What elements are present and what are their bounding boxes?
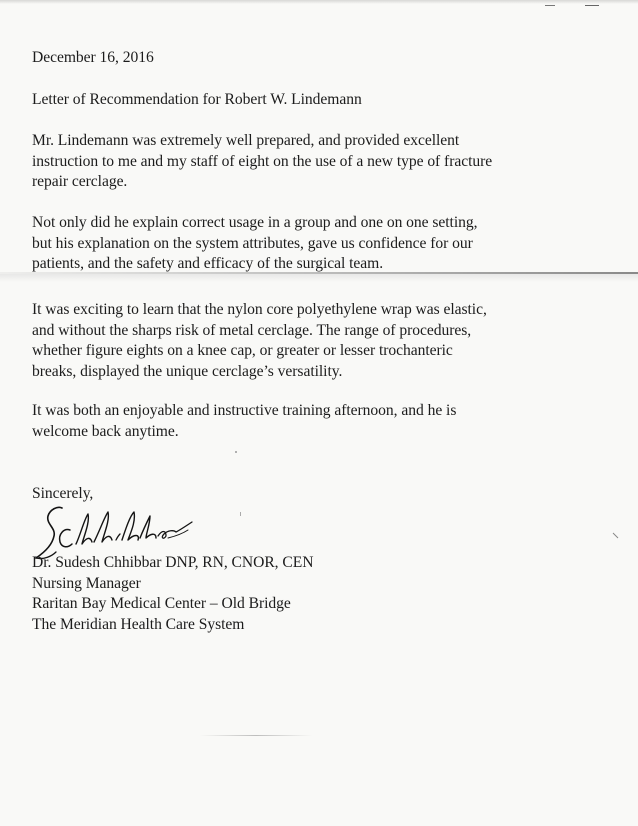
paragraph-line: It was exciting to learn that the nylon core polyethylene wrap was elastic, (32, 301, 487, 318)
scan-fold-shadow (0, 274, 638, 282)
signature-block (32, 553, 313, 635)
paragraph-line: Not only did he explain correct usage in a group and one on one setting, (32, 214, 478, 231)
paragraph-2 (32, 213, 477, 275)
scan-speck (240, 512, 241, 516)
scan-mark (585, 5, 599, 6)
paragraph-1 (32, 131, 492, 193)
scan-speck (235, 451, 237, 453)
signatory-name: Dr. Sudesh Chhibbar DNP, RN, CNOR, CEN (32, 554, 314, 571)
paragraph-line: It was both an enjoyable and instructive training afternoon, and he is (32, 402, 457, 419)
signatory-organization: Raritan Bay Medical Center – Old Bridge (32, 595, 291, 612)
paragraph-4 (32, 401, 456, 442)
letter-subject: Letter of Recommendation for Robert W. Lindemann (32, 91, 362, 108)
scan-mark (612, 532, 620, 540)
paragraph-line: but his explanation on the system attributes, gave us confidence for our (32, 234, 473, 252)
letter-date: December 16, 2016 (32, 49, 154, 66)
scan-faint-line (200, 735, 312, 736)
signatory-title: Nursing Manager (32, 574, 141, 592)
paragraph-3 (32, 300, 487, 382)
paragraph-line: whether figure eights on a knee cap, or greater or lesser trochanteric (32, 342, 453, 359)
paragraph-line: breaks, displayed the unique cerclage’s versatility. (32, 362, 343, 380)
scan-top-edge (0, 0, 638, 4)
paragraph-line: Mr. Lindemann was extremely well prepared, and provided excellent (32, 132, 460, 149)
closing-salutation: Sincerely, (32, 485, 94, 502)
scan-mark (545, 5, 555, 6)
paragraph-line: instruction to me and my staff of eight on the use of a new type of fracture (32, 152, 493, 170)
paragraph-line: repair cerclage. (32, 173, 128, 190)
paragraph-line: patients, and the safety and efficacy of the surgical team. (32, 255, 384, 272)
paragraph-line: welcome back anytime. (32, 422, 179, 440)
signatory-system: The Meridian Health Care System (32, 615, 245, 633)
paragraph-line: and without the sharps risk of metal cerclage. The range of procedures, (32, 321, 472, 339)
